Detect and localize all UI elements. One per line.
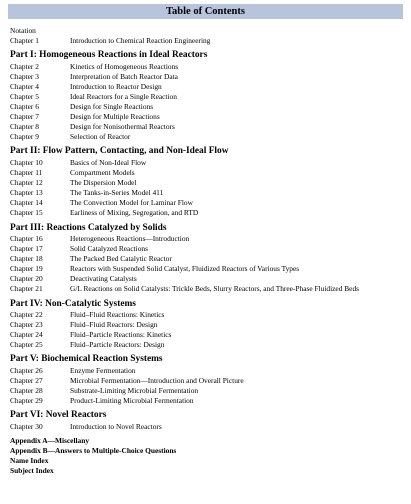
chapter-entry[interactable] [10, 310, 411, 320]
chapter-title: Design for Single Reactions [70, 102, 154, 112]
chapter-title: The Tanks-in-Series Model 411 [70, 188, 164, 198]
chapter-entry[interactable] [10, 274, 411, 284]
chapter-label: Chapter 1 [10, 36, 39, 46]
chapter-title: Solid Catalyzed Reactions [70, 244, 148, 254]
chapter-entry[interactable] [10, 36, 411, 46]
chapter-title: Selection of Reactor [70, 132, 131, 142]
chapter-title: Substrate-Limiting Microbial Fermentation [70, 386, 199, 396]
chapter-label: Chapter 3 [10, 71, 39, 81]
chapter-label: Chapter 2 [10, 61, 39, 71]
chapter-label: Chapter 20 [10, 274, 43, 284]
chapter-title: Introduction to Reactor Design [70, 81, 162, 91]
toc-body [0, 19, 411, 476]
chapter-entry[interactable] [10, 284, 411, 294]
chapter-entry[interactable] [10, 376, 411, 386]
chapter-title: Ideal Reactors for a Single Reaction [70, 91, 177, 101]
chapter-title: Earliness of Mixing, Segregation, and RTD [70, 208, 199, 218]
chapter-entry[interactable] [10, 188, 411, 198]
appendix-a-entry[interactable]: Appendix A—Miscellany [10, 435, 90, 445]
chapter-label: Chapter 13 [10, 188, 43, 198]
chapter-title: Introduction to Novel Reactors [70, 421, 162, 431]
chapter-entry[interactable] [10, 234, 411, 244]
chapter-entry[interactable] [10, 132, 411, 142]
chapter-entry[interactable] [10, 178, 411, 188]
chapter-title: The Packed Bed Catalytic Reactor [70, 254, 172, 264]
chapter-label: Chapter 8 [10, 122, 39, 132]
chapter-entry[interactable] [10, 422, 411, 432]
part-heading: Part II: Flow Pattern, Contacting, and Non-Ideal Flow [10, 146, 229, 157]
chapter-entry[interactable] [10, 320, 411, 330]
notation-entry[interactable]: Notation [10, 26, 36, 35]
chapter-title: Fluid–Particle Reactions: Kinetics [70, 330, 172, 340]
chapter-title: Reactors with Suspended Solid Catalyst, Fluidized Reactors of Various Types [70, 264, 300, 274]
chapter-title: Fluid–Fluid Reactors: Design [70, 320, 158, 330]
chapter-label: Chapter 21 [10, 284, 43, 294]
appendix-b-entry[interactable]: Appendix B—Answers to Multiple-Choice Questions [10, 446, 177, 455]
chapter-label: Chapter 14 [10, 198, 43, 208]
chapter-label: Chapter 29 [10, 396, 43, 406]
chapter-label: Chapter 18 [10, 254, 43, 264]
chapter-entry[interactable] [10, 62, 411, 72]
chapter-title: Heterogeneous Reactions—Introduction [70, 234, 190, 243]
part-heading: Part V: Biochemical Reaction Systems [10, 354, 163, 365]
chapter-label: Chapter 28 [10, 386, 43, 396]
chapter-entry[interactable] [10, 72, 411, 82]
chapter-title: The Convection Model for Laminar Flow [70, 198, 193, 208]
chapter-label: Chapter 6 [10, 102, 39, 112]
subject-index-entry[interactable]: Subject Index [10, 466, 54, 476]
toc-title: Table of Contents [8, 4, 403, 19]
chapter-entry[interactable] [10, 366, 411, 376]
chapter-label: Chapter 11 [10, 168, 43, 178]
chapter-label: Chapter 26 [10, 365, 43, 375]
chapter-entry[interactable] [10, 198, 411, 208]
chapter-entry[interactable] [10, 254, 411, 264]
chapter-entry[interactable] [10, 112, 411, 122]
chapter-label: Chapter 27 [10, 376, 43, 386]
chapter-label: Chapter 10 [10, 157, 43, 167]
chapter-entry[interactable] [10, 122, 411, 132]
chapter-entry[interactable] [10, 168, 411, 178]
chapter-title: Product-Limiting Microbial Fermentation [70, 396, 194, 406]
chapter-entry[interactable] [10, 208, 411, 218]
toc-page [0, 4, 411, 504]
chapter-title: Introduction to Chemical Reaction Engineering [70, 36, 211, 46]
chapter-label: Chapter 19 [10, 264, 43, 274]
chapter-entry[interactable] [10, 82, 411, 92]
chapter-title: Interpretation of Batch Reactor Data [70, 71, 178, 81]
part-heading: Part III: Reactions Catalyzed by Solids [10, 222, 167, 233]
chapter-label: Chapter 22 [10, 310, 43, 320]
chapter-label: Chapter 24 [10, 330, 43, 340]
chapter-label: Chapter 30 [10, 421, 43, 431]
chapter-label: Chapter 15 [10, 208, 43, 218]
chapter-label: Chapter 25 [10, 340, 43, 350]
chapter-title: Fluid–Fluid Reactions: Kinetics [70, 310, 165, 320]
chapter-entry[interactable] [10, 340, 411, 350]
chapter-label: Chapter 17 [10, 244, 43, 254]
chapter-entry[interactable] [10, 92, 411, 102]
name-index-entry[interactable]: Name Index [10, 456, 49, 466]
chapter-entry[interactable] [10, 396, 411, 406]
part-heading: Part VI: Novel Reactors [10, 410, 107, 421]
chapter-label: Chapter 4 [10, 81, 39, 91]
chapter-entry[interactable] [10, 158, 411, 168]
chapter-label: Chapter 5 [10, 91, 39, 101]
chapter-entry[interactable] [10, 102, 411, 112]
chapter-title: Enzyme Fermentation [70, 365, 136, 375]
chapter-label: Chapter 23 [10, 320, 43, 330]
chapter-title: Fluid–Particle Reactors: Design [70, 340, 165, 350]
chapter-title: Deactivating Catalysts [70, 274, 137, 284]
chapter-label: Chapter 16 [10, 234, 43, 243]
chapter-entry[interactable] [10, 386, 411, 396]
chapter-label: Chapter 12 [10, 178, 43, 188]
chapter-title: Basics of Non-Ideal Flow [70, 157, 147, 167]
chapter-title: Design for Nonisothermal Reactors [70, 122, 175, 132]
chapter-title: Compartment Models [70, 168, 135, 178]
chapter-entry[interactable] [10, 330, 411, 340]
chapter-title: Kinetics of Homogeneous Reactions [70, 61, 179, 71]
chapter-title: Microbial Fermentation—Introduction and Overall Picture [70, 376, 244, 386]
chapter-title: The Dispersion Model [70, 178, 137, 188]
chapter-label: Chapter 9 [10, 132, 39, 142]
chapter-title: G/L Reactions on Solid Catalysts: Trickle Beds, Slurry Reactors, and Three-Phase Fluidized Beds [70, 284, 360, 294]
chapter-label: Chapter 7 [10, 112, 39, 122]
chapter-entry[interactable] [10, 264, 411, 274]
part-heading: Part IV: Non-Catalytic Systems [10, 298, 136, 309]
chapter-entry[interactable] [10, 244, 411, 254]
part-heading: Part I: Homogeneous Reactions in Ideal Reactors [10, 50, 208, 61]
chapter-title: Design for Multiple Reactions [70, 112, 160, 122]
